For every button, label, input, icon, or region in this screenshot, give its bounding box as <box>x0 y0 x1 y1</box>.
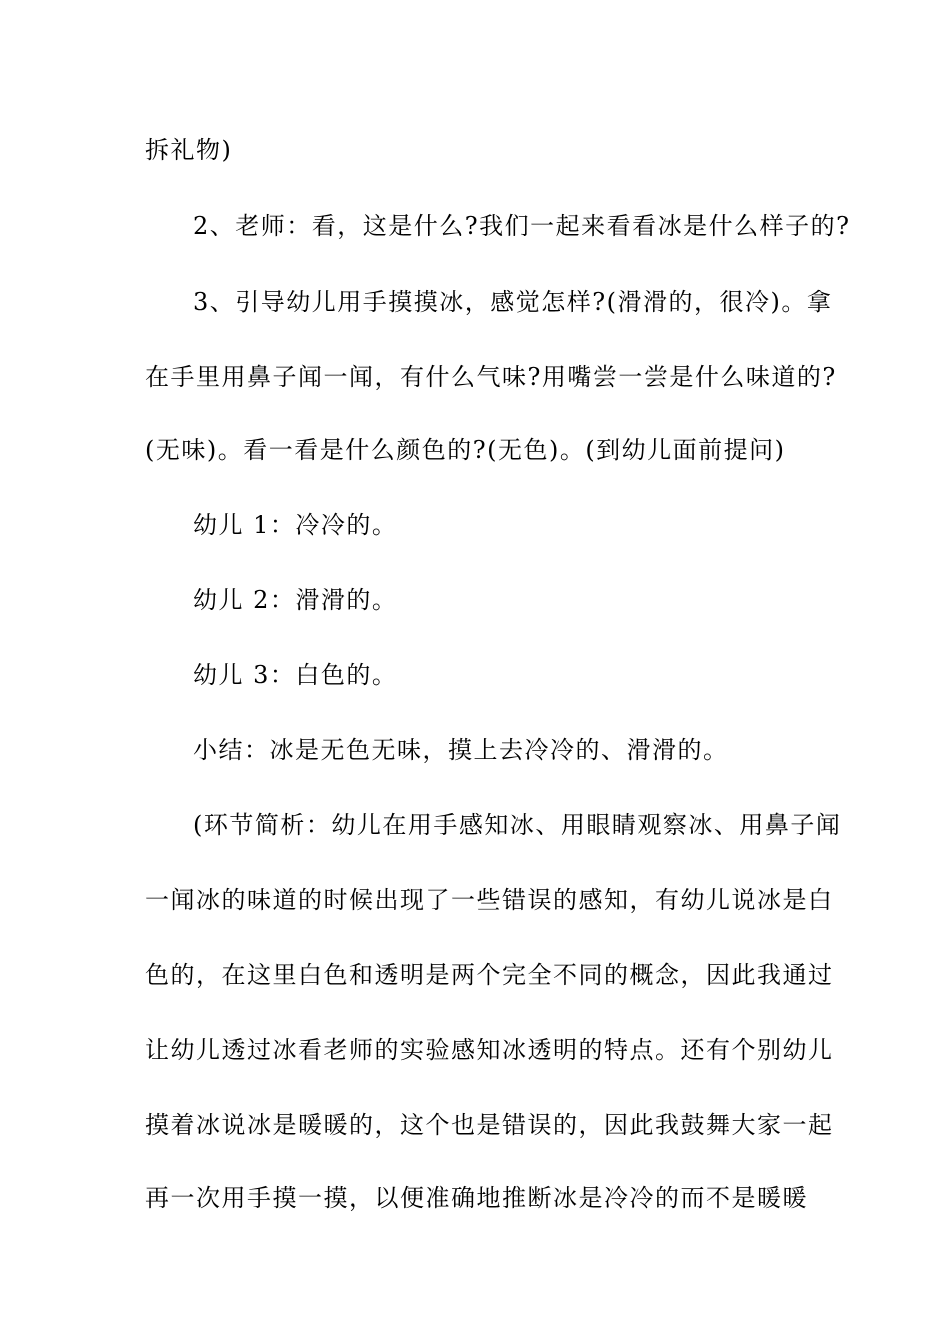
text-line: 让幼儿透过冰看老师的实验感知冰透明的特点。还有个别幼儿 <box>145 1036 834 1064</box>
text-line: 拆礼物) <box>145 136 233 164</box>
text-line: 幼儿 1：冷冷的。 <box>193 511 398 539</box>
text-line: 一闻冰的味道的时候出现了一些错误的感知，有幼儿说冰是白 <box>145 886 834 914</box>
text-line: 2、老师：看，这是什么?我们一起来看看冰是什么样子的? <box>193 212 851 240</box>
text-line: 色的，在这里白色和透明是两个完全不同的概念，因此我通过 <box>145 961 834 989</box>
text-line: 幼儿 2：滑滑的。 <box>193 586 398 614</box>
text-line: 3、引导幼儿用手摸摸冰，感觉怎样?(滑滑的，很冷)。拿 <box>193 288 833 316</box>
text-line: 再一次用手摸一摸，以便准确地推断冰是冷冷的而不是暖暖 <box>145 1184 808 1212</box>
text-line: (环节简析：幼儿在用手感知冰、用眼睛观察冰、用鼻子闻 <box>193 811 842 839</box>
text-line: 在手里用鼻子闻一闻，有什么气味?用嘴尝一尝是什么味道的? <box>145 363 837 391</box>
text-line: 幼儿 3：白色的。 <box>193 661 398 689</box>
text-line: (无味)。看一看是什么颜色的?(无色)。(到幼儿面前提问) <box>145 436 786 464</box>
text-line: 小结：冰是无色无味，摸上去冷冷的、滑滑的。 <box>193 736 729 764</box>
text-line: 摸着冰说冰是暖暖的，这个也是错误的，因此我鼓舞大家一起 <box>145 1111 834 1139</box>
